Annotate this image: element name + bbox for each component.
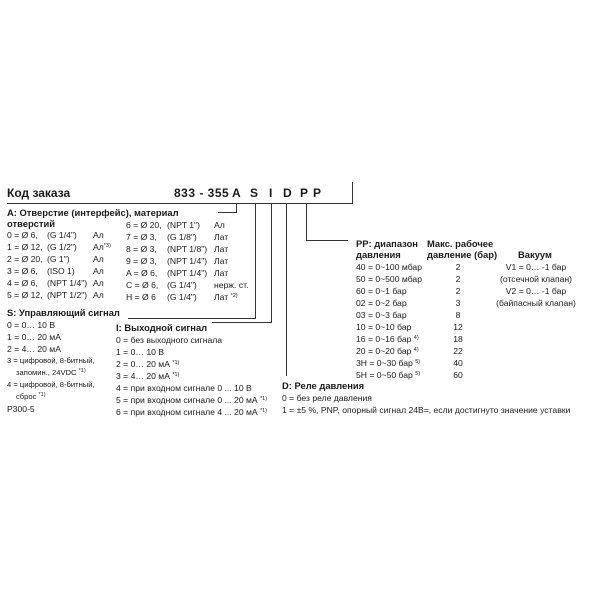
code-letter-a: A bbox=[232, 186, 242, 200]
option-text: 1 = 0… 20 мА bbox=[7, 332, 61, 342]
list-item bbox=[282, 404, 570, 416]
header-rule-end bbox=[352, 182, 353, 204]
list-item bbox=[116, 334, 222, 346]
option-thread: (G 1") bbox=[47, 254, 70, 264]
range-cell: 40 = 0~100 мбар bbox=[356, 262, 422, 272]
max-pressure-header: Макс. рабочее bbox=[427, 238, 494, 249]
option-thread: (NPT 1/4") bbox=[167, 268, 208, 278]
option-material: Лат $^{*2)}$ bbox=[214, 292, 238, 302]
max-pressure-cell: 8 bbox=[455, 310, 461, 320]
option-code: A = Ø 6, bbox=[126, 268, 158, 278]
option-code: 9 = Ø 3, bbox=[126, 256, 157, 266]
option-code: 2 = Ø 20, bbox=[7, 254, 43, 264]
max-pressure-cell: 22 bbox=[453, 346, 463, 356]
max-pressure-cell: 2 bbox=[455, 286, 461, 296]
max-pressure-cell: 60 bbox=[453, 370, 463, 380]
option-thread: (G 1/8") bbox=[167, 232, 197, 242]
section-a-title: A: Отверстие (интерфейс), материал bbox=[7, 207, 179, 218]
range-cell: 60 = 0~1 бар bbox=[356, 286, 407, 296]
connector-i-horizontal bbox=[212, 322, 272, 323]
option-material: Ал bbox=[93, 266, 104, 276]
option-text: 2 = 4… 20 мА bbox=[7, 344, 61, 354]
range-cell: 03 = 0~3 бар bbox=[356, 310, 407, 320]
option-thread: (NPT 1/2") bbox=[47, 290, 88, 300]
option-material: Ал bbox=[93, 278, 104, 288]
pressure-range-table bbox=[356, 261, 476, 381]
footnote-mark: *1) bbox=[260, 396, 268, 402]
list-item: (отсечной клапан) bbox=[500, 274, 572, 284]
option-material: Ал bbox=[93, 254, 104, 264]
max-pressure-cell: 40 bbox=[453, 358, 463, 368]
vacuum-header: Вакуум bbox=[518, 249, 552, 260]
range-cell: 3H = 0~30 бар $^{5)}$ bbox=[356, 358, 421, 368]
footnote-mark: *1) bbox=[38, 392, 46, 398]
section-pp-title: PP: диапазон bbox=[356, 238, 418, 249]
option-text: 6 = при входном сигнале 4 ... 20 мА bbox=[116, 407, 258, 417]
max-pressure-cell: 12 bbox=[453, 322, 463, 332]
option-material: Ал bbox=[93, 230, 104, 240]
option-material: Лат bbox=[214, 268, 229, 278]
option-material: нерж. ст. bbox=[214, 280, 249, 290]
list-item bbox=[7, 379, 95, 391]
section-d-list bbox=[282, 392, 598, 416]
option-text: 3 = цифровой, 8-битный, bbox=[7, 356, 95, 365]
section-a-title-line2: отверстий bbox=[7, 218, 55, 229]
option-text: 0 = без выходного сигнала bbox=[116, 335, 223, 345]
option-thread: (G 1/4") bbox=[47, 230, 77, 240]
footnote-mark: *1) bbox=[172, 360, 180, 366]
option-material: Лат bbox=[214, 256, 229, 266]
footnote-mark: *1) bbox=[78, 368, 86, 374]
section-s-list bbox=[7, 319, 117, 403]
option-material: Ал bbox=[214, 220, 225, 230]
code-letter-s: S bbox=[250, 186, 259, 200]
order-code-prefix: 833 - 355 bbox=[174, 186, 230, 200]
footnote-mark: *3) bbox=[103, 243, 111, 249]
option-code: 3 = Ø 6, bbox=[7, 266, 38, 276]
option-code: 8 = Ø 3, bbox=[126, 244, 157, 254]
option-text: 2 = 0… 20 мА bbox=[116, 359, 170, 369]
option-code: C = Ø 6, bbox=[126, 280, 159, 290]
list-item: V2 = 0… -1 бар bbox=[505, 286, 567, 296]
section-s-title: S: Управляющий сигнал bbox=[7, 307, 120, 318]
footnote-mark: *1) bbox=[260, 408, 268, 414]
range-cell: 10 = 0~10 бар bbox=[356, 322, 412, 332]
range-cell: 02 = 0~2 бар bbox=[356, 298, 407, 308]
code-letter-p1: P bbox=[300, 186, 309, 200]
range-cell: 20 = 0~20 бар $^{4)}$ bbox=[356, 346, 419, 356]
section-a-right-list bbox=[126, 219, 266, 303]
option-code: 7 = Ø 3, bbox=[126, 232, 157, 242]
option-text: запомин., 24VDC bbox=[16, 368, 77, 377]
header-rule bbox=[7, 203, 352, 204]
section-d-title: D: Реле давления bbox=[282, 380, 365, 391]
vacuum-list bbox=[488, 261, 584, 309]
footnote-mark: 4) bbox=[413, 347, 419, 353]
footnote-mark: 5) bbox=[415, 371, 421, 377]
list-item bbox=[7, 343, 61, 355]
list-item bbox=[7, 331, 61, 343]
code-letter-d: D bbox=[283, 186, 293, 200]
option-material: $Ал^{*3)}$ bbox=[93, 242, 111, 252]
footnote-mark: 4) bbox=[413, 335, 419, 341]
max-pressure-cell: 18 bbox=[453, 334, 463, 344]
order-code-title: Код заказа bbox=[7, 186, 71, 200]
max-pressure-cell: 2 bbox=[455, 262, 461, 272]
footnote-mark: *2) bbox=[230, 293, 238, 299]
range-cell: 5H = 0~50 бар $^{5)}$ bbox=[356, 370, 421, 380]
option-material: Ал bbox=[93, 290, 104, 300]
code-letter-i: I bbox=[269, 186, 273, 200]
code-letter-p2: P bbox=[313, 186, 322, 200]
max-pressure-header-line2: давление (бар) bbox=[427, 249, 498, 260]
section-pp-title-line2: давления bbox=[356, 249, 401, 260]
option-code: 5 = Ø 12, bbox=[7, 290, 43, 300]
option-thread: (ISO 1) bbox=[47, 266, 75, 276]
connector-i-vertical bbox=[271, 204, 272, 323]
option-thread: (NPT 1/4") bbox=[47, 278, 88, 288]
list-item bbox=[7, 319, 55, 331]
connector-a-vertical bbox=[236, 204, 237, 212]
max-pressure-cell: 3 bbox=[455, 298, 461, 308]
option-code: 1 = Ø 12, bbox=[7, 242, 43, 252]
connector-s-horizontal bbox=[128, 318, 256, 319]
list-item bbox=[116, 346, 164, 358]
connector-pp-vertical bbox=[306, 204, 307, 240]
option-code: H = Ø 6 bbox=[126, 292, 156, 302]
range-cell: 50 = 0~500 мбар bbox=[356, 274, 422, 284]
list-item: (байпасный клапан) bbox=[496, 298, 576, 308]
option-text: 1 = 0… 10 В bbox=[116, 347, 165, 357]
option-thread: (NPT 1/4") bbox=[167, 256, 208, 266]
option-code: 0 = Ø 6, bbox=[7, 230, 38, 240]
list-item: V1 = 0… -1 бар bbox=[505, 262, 567, 272]
option-text: 3 = 4… 20 мА bbox=[116, 371, 170, 381]
option-material: Лат bbox=[214, 232, 229, 242]
option-text: 0 = без реле давления bbox=[282, 393, 372, 403]
section-i-title: I: Выходной сигнал bbox=[116, 322, 208, 333]
option-text: 1 = ±5 %, PNP, опорный сигнал 24В=, если достигнуто значение уставки bbox=[282, 405, 571, 415]
option-text: 4 = при входном сигнале 0 ... 10 В bbox=[116, 383, 252, 393]
connector-pp-horizontal bbox=[306, 240, 348, 241]
list-item bbox=[116, 382, 252, 394]
footnote-mark: 5) bbox=[415, 359, 421, 365]
option-thread: (NPT 1") bbox=[167, 220, 200, 230]
option-thread: (G 1/2") bbox=[47, 242, 77, 252]
option-thread: (G 1/4") bbox=[167, 292, 197, 302]
option-code: 6 = Ø 20, bbox=[126, 220, 162, 230]
list-item bbox=[116, 406, 267, 420]
option-text: 0 = 0… 10 В bbox=[7, 320, 56, 330]
range-cell: 16 = 0~16 бар $^{4)}$ bbox=[356, 334, 419, 344]
max-pressure-cell: 2 bbox=[455, 274, 461, 284]
footnote-mark: *1) bbox=[172, 372, 180, 378]
section-i-list bbox=[116, 334, 281, 418]
option-code: 4 = Ø 6, bbox=[7, 278, 38, 288]
document-reference: P300-5 bbox=[7, 404, 35, 414]
option-text: сброс bbox=[16, 392, 37, 401]
list-item bbox=[7, 355, 95, 367]
option-thread: (G 1/4") bbox=[167, 280, 197, 290]
option-text: 4 = цифровой, 8-битный, bbox=[7, 380, 95, 389]
section-a-left-list bbox=[7, 229, 117, 301]
list-item bbox=[282, 392, 372, 404]
connector-a-horizontal bbox=[218, 212, 237, 213]
option-text: 5 = при входном сигнале 0 ... 20 мА bbox=[116, 395, 258, 405]
option-material: Лат bbox=[214, 244, 229, 254]
option-thread: (NPT 1/8") bbox=[167, 244, 208, 254]
connector-d-vertical bbox=[286, 204, 287, 376]
